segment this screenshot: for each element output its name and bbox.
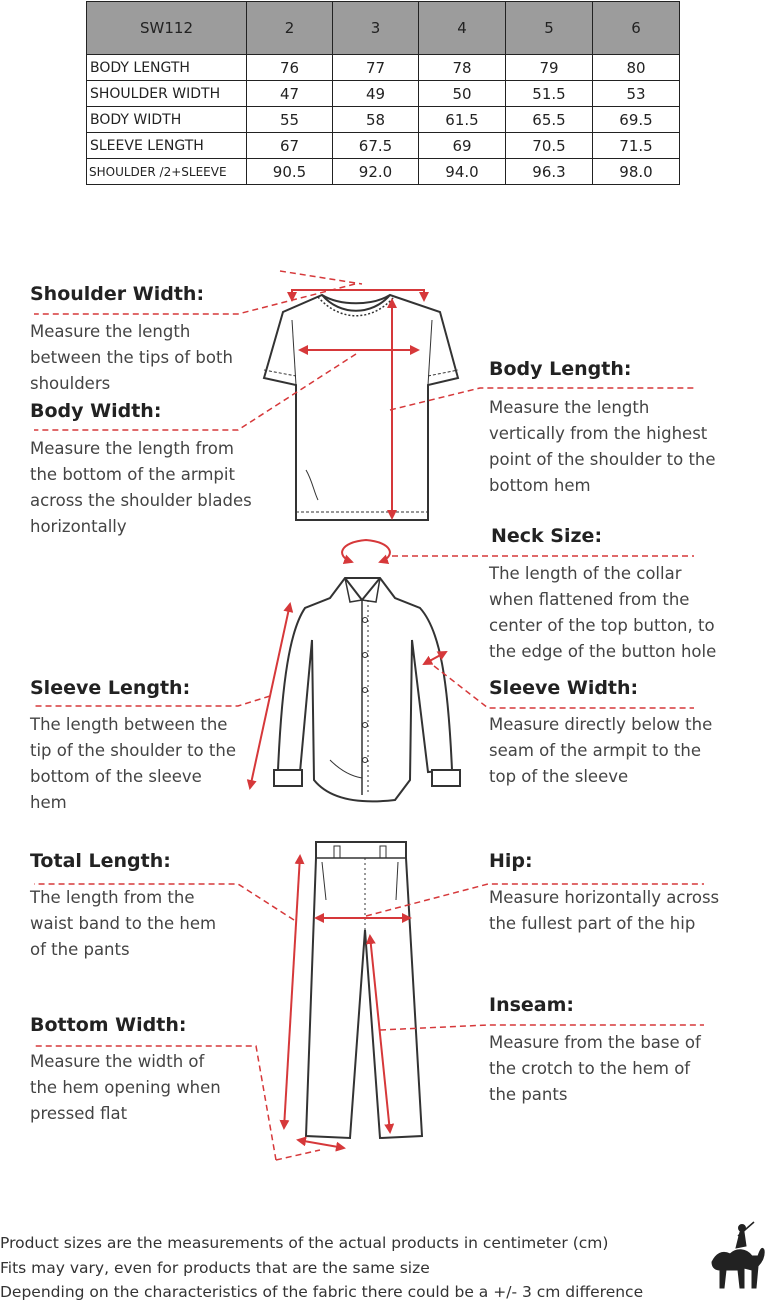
tshirt-drawing [264, 295, 458, 520]
body-width-title: Body Width: [30, 400, 162, 422]
row-label: BODY WIDTH [87, 107, 247, 133]
table-cell: 69.5 [593, 107, 680, 133]
table-cell: 80 [593, 55, 680, 81]
table-cell: 55 [247, 107, 333, 133]
table-cell: 58 [333, 107, 419, 133]
table-cell: 50 [419, 81, 506, 107]
table-cell: 92.0 [333, 159, 419, 185]
body-width-text: Measure the length from the bottom of the armpit across the shoulder blades horizontally [30, 439, 252, 536]
sleeve-width-title: Sleeve Width: [489, 677, 639, 699]
row-label: BODY LENGTH [87, 55, 247, 81]
table-cell: 47 [247, 81, 333, 107]
sleeve-length-title: Sleeve Length: [30, 677, 191, 699]
row-label: SLEEVE LENGTH [87, 133, 247, 159]
footer-note-tolerance: Depending on the characteristics of the fabric there could be a +/- 3 cm difference [0, 1283, 644, 1301]
total-length-text: The length from the waist band to the hem of the pants [30, 888, 217, 959]
table-cell: 98.0 [593, 159, 680, 185]
neck-size-text: The length of the collar when flattened from the center of the top button, to the edge of the button hole [489, 564, 717, 661]
table-cell: 51.5 [506, 81, 593, 107]
table-header-size: 3 [333, 2, 419, 55]
table-cell: 70.5 [506, 133, 593, 159]
table-cell: 53 [593, 81, 680, 107]
footer-note-fit: Fits may vary, even for products that are the same size [0, 1259, 430, 1277]
table-cell: 94.0 [419, 159, 506, 185]
table-header-size: 5 [506, 2, 593, 55]
table-cell: 77 [333, 55, 419, 81]
table-cell: 96.3 [506, 159, 593, 185]
table-cell: 67 [247, 133, 333, 159]
bottom-width-text: Measure the width of the hem opening when pressed flat [30, 1052, 221, 1123]
table-header-size: 2 [247, 2, 333, 55]
inseam-title: Inseam: [489, 994, 575, 1016]
body-length-title: Body Length: [489, 358, 632, 380]
footer-note-units: Product sizes are the measurements of the actual products in centimeter (cm) [0, 1234, 609, 1252]
row-label: SHOULDER /2+SLEEVE [87, 159, 247, 185]
table-header-size: 4 [419, 2, 506, 55]
row-label: SHOULDER WIDTH [87, 81, 247, 107]
total-length-title: Total Length: [30, 850, 171, 872]
table-cell: 76 [247, 55, 333, 81]
table-cell: 65.5 [506, 107, 593, 133]
table-cell: 79 [506, 55, 593, 81]
table-header-size: 6 [593, 2, 680, 55]
hip-text: Measure horizontally across the fullest part of the hip [489, 888, 720, 933]
table-cell: 69 [419, 133, 506, 159]
table-cell: 71.5 [593, 133, 680, 159]
bottom-width-title: Bottom Width: [30, 1014, 187, 1036]
body-length-text: Measure the length vertically from the highest point of the shoulder to the bottom hem [489, 398, 716, 495]
inseam-text: Measure from the base of the crotch to the hem of the pants [489, 1033, 701, 1104]
table-cell: 78 [419, 55, 506, 81]
sleeve-width-text: Measure directly below the seam of the armpit to the top of the sleeve [489, 715, 713, 786]
pants-drawing [306, 842, 422, 1138]
shoulder-width-title: Shoulder Width: [30, 283, 205, 305]
shoulder-width-text: Measure the length between the tips of both shoulders [30, 322, 233, 393]
table-cell: 90.5 [247, 159, 333, 185]
table-cell: 49 [333, 81, 419, 107]
sleeve-length-text: The length between the tip of the shoulder to the bottom of the sleeve hem [30, 715, 236, 812]
hip-title: Hip: [489, 850, 533, 872]
table-header-style-code: SW112 [87, 2, 247, 55]
table-cell: 61.5 [419, 107, 506, 133]
camel-rider-logo [712, 1222, 764, 1288]
neck-size-title: Neck Size: [491, 525, 603, 547]
table-cell: 67.5 [333, 133, 419, 159]
